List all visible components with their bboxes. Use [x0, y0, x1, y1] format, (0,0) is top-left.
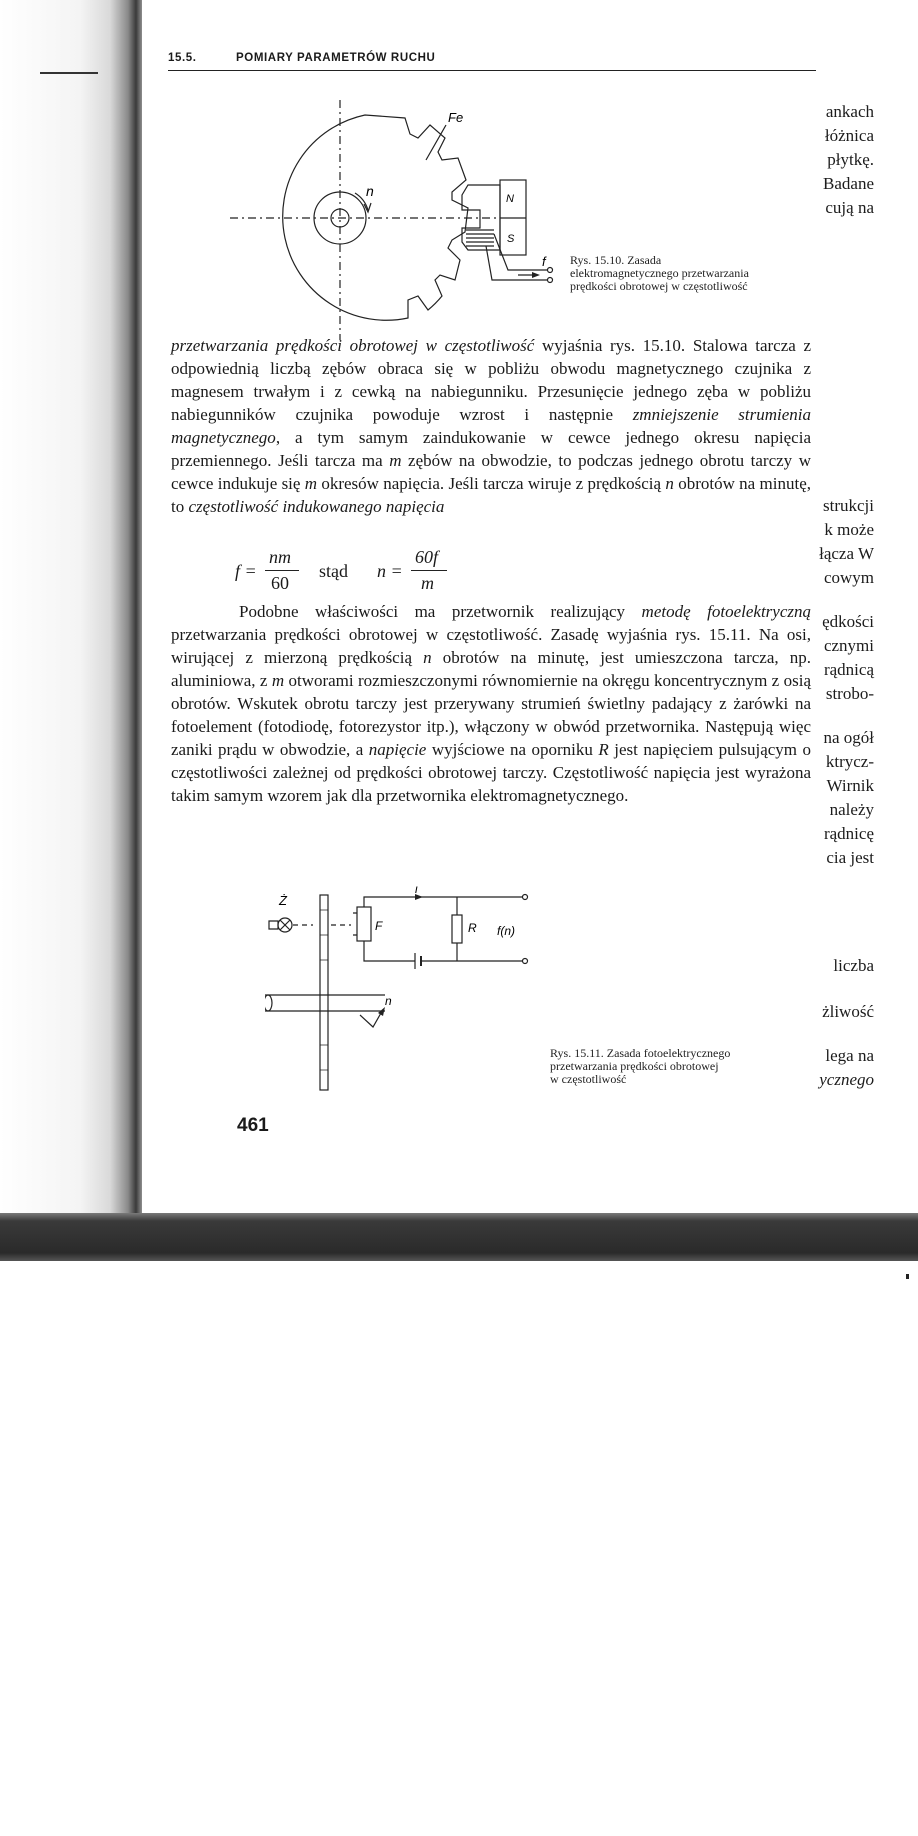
- caption-line: w częstotliwość: [550, 1072, 627, 1086]
- text-run: , a tym samym zaindukowanie w cewce jednego okresu napięcia przemiennego. Jeśli tarcza ma: [171, 428, 811, 470]
- circuit-bottom: [364, 941, 523, 961]
- left-fragment: ankach: [825, 102, 874, 121]
- terminal-1: [548, 268, 553, 273]
- left-page-margin: [0, 0, 142, 1215]
- left-fragment: na ogół: [823, 728, 874, 747]
- resistor-r: [452, 915, 462, 943]
- caption-line: elektromagnetycznego przetwarzania: [570, 266, 749, 280]
- variable: R: [598, 740, 609, 759]
- caption-line: Rys. 15.11. Zasada fotoelektrycznego: [550, 1046, 731, 1060]
- text-run: jest napięciem pulsującym o częstotliwości zależnej od prędkości obrotowej tarczy. Częstotliwość napięcia jest wyrażona takim samym wzorem jak dla przetwornika elektromagnetycznego.: [171, 740, 811, 805]
- left-fragment: ycznego: [819, 1070, 874, 1089]
- italic-term: częstotliwość indukowanego napięcia: [188, 497, 445, 516]
- text-run: przetwarzania prędkości obrotowej w częstotliwość. Zasadę wyjaśnia rys. 15.11. Na osi, wirującej z mierzoną prędkością: [171, 625, 811, 667]
- figure-15-10-caption: [570, 254, 810, 293]
- pickup-coil: [466, 230, 494, 246]
- label-bulb: Ż: [279, 893, 287, 908]
- text-run: obrotów na minutę, jest umieszczona tarcza, np. aluminiowa, z: [171, 648, 811, 690]
- label-resistor: R: [468, 921, 477, 935]
- terminal-2: [548, 278, 553, 283]
- output-arrowhead: [532, 272, 540, 278]
- coil-lead-1: [494, 234, 548, 270]
- shaft: [265, 995, 385, 1011]
- left-fragment: cują na: [825, 198, 874, 217]
- figure-15-11-diagram: [265, 885, 540, 1100]
- formula-numerator: nm: [269, 547, 291, 567]
- rotation-arrow-2: [360, 1013, 381, 1027]
- page-number: 461: [237, 1115, 269, 1136]
- left-fragment: liczba: [833, 956, 874, 975]
- italic-term: napięcie: [368, 740, 427, 759]
- caption-line: Rys. 15.10. Zasada: [570, 253, 662, 267]
- text-run: obrotów na minutę, to: [171, 474, 811, 516]
- label-north: N: [506, 193, 514, 205]
- rotating-disc: [320, 895, 328, 1090]
- left-fragment: łącza W: [819, 544, 874, 563]
- output-terminal-1: [523, 895, 528, 900]
- label-photoelement: F: [375, 919, 383, 933]
- formula-denominator: 60: [271, 573, 289, 593]
- left-fragment: ktrycz-: [825, 752, 874, 771]
- figure-15-11-caption: [550, 1047, 800, 1086]
- fraction-bar: [265, 570, 299, 571]
- left-fragment: rądnicą: [823, 660, 874, 679]
- text-run: wyjaśnia rys. 15.10. Stalowa tarcza z odpowiednią liczbą zębów obraca się w pobliżu obwodu magnetycznego czujnika z magnesem trwałym i z cewką na nabiegunniku. Przesunięcie jednego zęba w pobliżu nabiegunników czujnika powoduje wzrost i następnie: [171, 336, 811, 424]
- paragraph-photoelectric: [171, 600, 811, 807]
- variable: m: [271, 671, 285, 690]
- left-fragment: lega na: [825, 1046, 874, 1065]
- bulb-base: [269, 921, 278, 929]
- left-fragment: łóżnica: [824, 126, 874, 145]
- scan-speck: [906, 1274, 909, 1279]
- formula-numerator-2: 60f: [415, 547, 439, 567]
- variable: n: [423, 648, 432, 667]
- caption-line: przetwarzania prędkości obrotowej: [550, 1059, 719, 1073]
- shaft-end: [265, 995, 272, 1011]
- text-run: okresów napięcia. Jeśli tarcza wiruje z prędkością: [317, 474, 666, 493]
- text-run: otworami rozmieszczonymi równomiernie na okręgu koncentrycznym z osią obrotów. Wskutek obrotu tarczy jest przerywany strumień świetlny padający z żarówki na fotoelement (fotodiodę, fotorezystor itp.), włączony w obwód przetwornika. Następują więc zaniki prądu w obwodzie, a: [171, 671, 811, 759]
- scan-shadow-band: [0, 1213, 918, 1261]
- italic-term: zmniejszenie strumienia magnetycznego: [171, 405, 812, 447]
- left-fragment: płytkę.: [827, 150, 874, 169]
- variable: n: [665, 474, 674, 493]
- left-fragment: Wirnik: [826, 776, 874, 795]
- label-speed: n: [385, 994, 392, 1008]
- left-fragment: cowym: [823, 568, 874, 587]
- label-south: S: [507, 233, 515, 245]
- variable: m: [389, 451, 402, 470]
- formula-lhs-2: n =: [377, 561, 403, 581]
- left-fragment: żliwość: [822, 1002, 874, 1021]
- paragraph-electromagnetic: [171, 334, 811, 518]
- label-output: f(n): [497, 924, 515, 938]
- label-fe: Fe: [448, 110, 464, 125]
- text-run: zębów na obwodzie, to podczas jednego obrotu tarczy w cewce indukuje się: [171, 451, 811, 493]
- circuit-top: [364, 897, 523, 907]
- left-fragment: strobo-: [825, 684, 874, 703]
- formula-denominator-2: m: [421, 573, 434, 593]
- photoelement: [357, 907, 371, 941]
- formula-lhs: f =: [235, 561, 257, 581]
- italic-term: metodę fotoelektryczną: [641, 602, 811, 621]
- left-fragment: ędkości: [822, 612, 874, 631]
- left-fragment: należy: [829, 800, 874, 819]
- left-page-rule: [40, 72, 98, 74]
- running-header: [168, 46, 816, 71]
- left-fragment: k może: [824, 520, 874, 539]
- text-run: Podobne właściwości ma przetwornik realizujący: [239, 602, 642, 621]
- left-fragment: Badane: [823, 174, 874, 193]
- left-fragment: cia jest: [826, 848, 874, 867]
- caption-line: prędkości obrotowej w częstotliwość: [570, 279, 748, 293]
- left-fragment: cznymi: [823, 636, 874, 655]
- fraction-bar: [411, 570, 447, 571]
- formula-connector: stąd: [319, 561, 348, 581]
- text-run: wyjściowe na oporniku: [426, 740, 599, 759]
- label-n: n: [366, 183, 374, 199]
- label-current: i: [415, 885, 418, 896]
- output-terminal-2: [523, 959, 528, 964]
- variable: m: [304, 474, 318, 493]
- frequency-formula: [235, 547, 535, 597]
- label-f: f: [542, 254, 546, 269]
- left-fragment: strukcji: [823, 496, 874, 515]
- italic-term: przetwarzania prędkości obrotowej w częstotliwość: [171, 336, 535, 355]
- section-number: 15.5.: [168, 52, 197, 64]
- figure-15-10-diagram: [230, 100, 560, 340]
- left-fragment: rądnicę: [823, 824, 874, 843]
- section-title: POMIARY PARAMETRÓW RUCHU: [236, 52, 436, 64]
